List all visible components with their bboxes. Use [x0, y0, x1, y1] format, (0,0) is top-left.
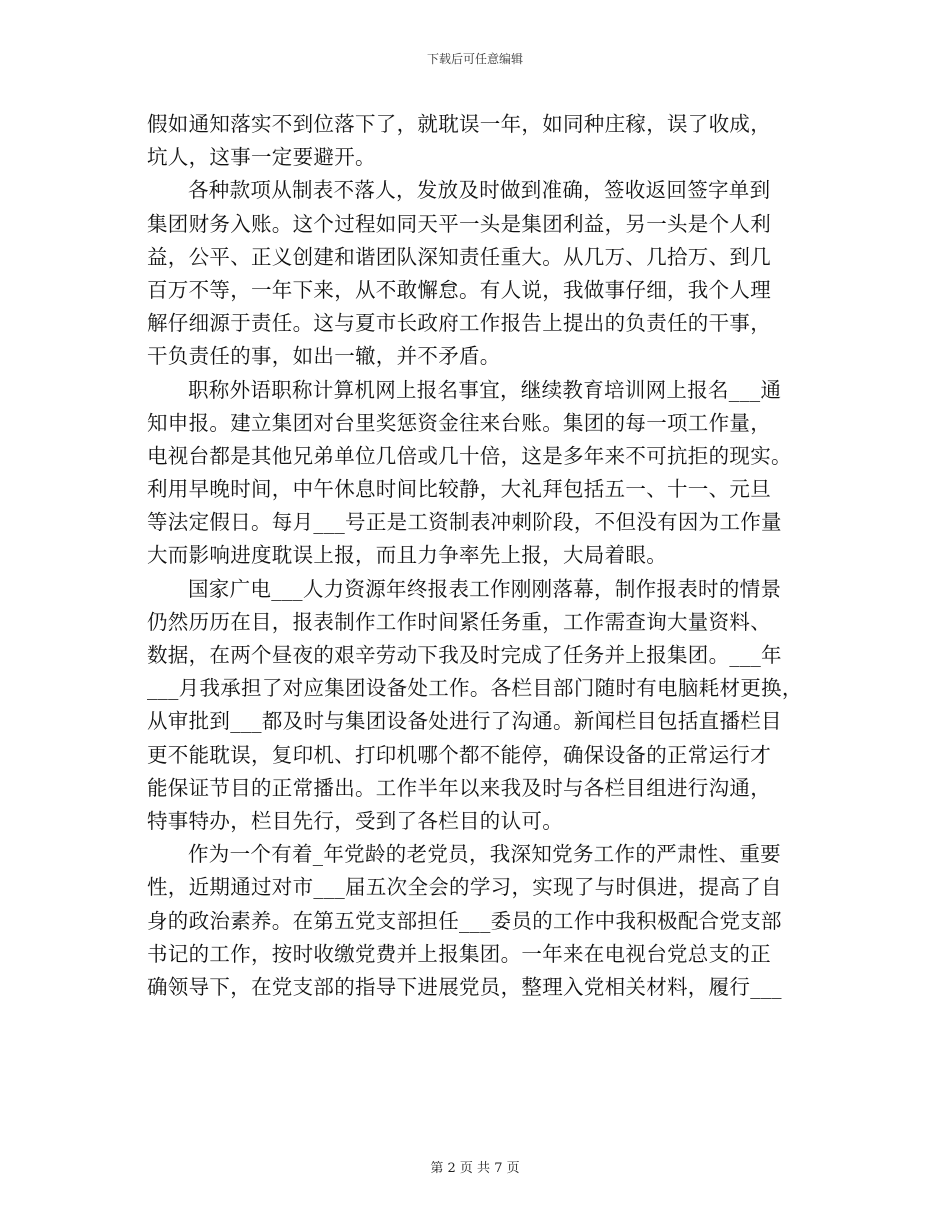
text-line: 解仔细源于责任。这与夏市长政府工作报告上提出的负责任的干事，	[147, 311, 771, 336]
text-line: 益，公平、正义创建和谐团队深知责任重大。从几万、几拾万、到几	[147, 244, 771, 269]
text-line: 坑人，这事一定要避开。	[147, 145, 376, 170]
text-line: 书记的工作，按时收缴党费并上报集团。一年来在电视台党总支的正	[147, 941, 771, 966]
text-line: ___月我承担了对应集团设备处工作。各栏目部门随时有电脑耗材更换，	[147, 676, 803, 701]
paragraph	[147, 573, 827, 839]
page-number-footer: 第 2 页 共 7 页	[430, 1161, 520, 1176]
paragraph	[147, 174, 827, 373]
text-line: 假如通知落实不到位落下了，就耽误一年，如同种庄稼，误了收成，	[147, 112, 771, 136]
text-line: 更不能耽误，复印机、打印机哪个都不能停，确保设备的正常运行才	[147, 742, 771, 767]
text-line: 特事特办，栏目先行，受到了各栏目的认可。	[147, 808, 563, 833]
text-line: 利用早晚时间，中午休息时间比较静，大礼拜包括五一、十一、元旦	[147, 477, 771, 502]
paragraph	[147, 838, 827, 1004]
text-line: 从审批到___都及时与集团设备处进行了沟通。新闻栏目包括直播栏目	[147, 709, 782, 734]
text-line: 身的政治素养。在第五党支部担任___委员的工作中我积极配合党支部	[147, 908, 782, 933]
text-line: 能保证节目的正常播出。工作半年以来我及时与各栏目组进行沟通，	[147, 775, 771, 800]
paragraph	[147, 374, 827, 573]
text-line: 干负责任的事，如出一辙，并不矛盾。	[147, 344, 501, 369]
text-line: 各种款项从制表不落人，发放及时做到准确，签收返回签字单到	[188, 178, 771, 203]
text-line: 知申报。建立集团对台里奖惩资金往来台账。集团的每一项工作量，	[147, 410, 771, 435]
page-header-note: 下载后可任意编辑	[426, 52, 523, 66]
text-line: 大而影响进度耽误上报，而且力争率先上报，大局着眼。	[147, 543, 667, 568]
paragraph	[147, 108, 827, 174]
text-line: 国家广电___人力资源年终报表工作刚刚落幕，制作报表时的情景	[188, 576, 782, 601]
text-line: 等法定假日。每月___号正是工资制表冲刺阶段，不但没有因为工作量	[147, 510, 782, 535]
text-line: 集团财务入账。这个过程如同天平一头是集团利益，另一头是个人利	[147, 211, 771, 236]
text-line: 职称外语职称计算机网上报名事宜，继续教育培训网上报名___通	[188, 377, 782, 402]
text-line: 确领导下，在党支部的指导下进展党员，整理入党相关材料，履行___	[147, 974, 782, 999]
text-line: 数据，在两个昼夜的艰辛劳动下我及时完成了任务并上报集团。___年	[147, 643, 782, 667]
text-line: 性，近期通过对市___届五次全会的学习，实现了与时俱进，提高了自	[147, 875, 782, 900]
text-line: 仍然历历在目，报表制作工作时间紧任务重，工作需查询大量资料、	[147, 609, 771, 634]
text-line: 百万不等，一年下来，从不敢懈怠。有人说，我做事仔细，我个人理	[147, 277, 771, 302]
text-line: 作为一个有着_年党龄的老党员，我深知党务工作的严肃性、重要	[188, 842, 781, 867]
document-body	[147, 108, 827, 1004]
text-line: 电视台都是其他兄弟单位几倍或几十倍，这是多年来不可抗拒的现实。	[147, 443, 792, 468]
